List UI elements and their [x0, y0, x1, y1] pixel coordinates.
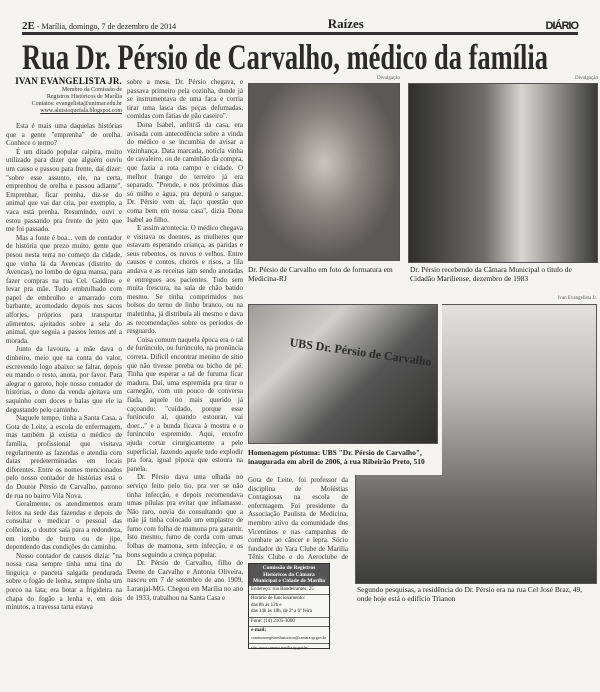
header-rule	[22, 32, 578, 35]
paragraph: Dr. Pérsio dava uma olhada no serviço feito pelo tio, pra ver se não tinha infecção, e depois recomendava umas pílulas pra evitar que inflamasse. Não raro, ouvia do consultando que a mãe já tinha colocado um emplastro de fumo com folha de mamona pra garantir. Isto mesmo, fumo de corda com umas folhas de mamona, sem infecção, e os bons seguindo a crença popular.	[127, 473, 243, 559]
paragraph: Dona Isabel, anfitriã da casa, era avisada com antecedência sobre a vinda do médico e se incumbia de avisar a vizinhança. Data marcada, notícia vinha de cavaleiro, ou de caminhão da compra, que fazia a rota campo e cidade. O melhor frango do terreiro já era separado. "Prende, e nos próximos dias só milho e água, pra depurá o sangue, Dr. Pérsio vem aí, faço questão que coma bem em nossa casa", dizia Dona Isabel ao filho.	[127, 120, 243, 224]
paragraph: sobre a mesa. Dr. Pérsio chegava, e passava primeiro pela cozinha, donde já se instrumentava de uma faca e corria tirar uma lasca das peças defumadas, comidas com fatias de pão caseiro".	[127, 78, 243, 121]
dateline: - Marília, domingo, 7 de dezembro de 2014	[36, 22, 177, 31]
paragraph: Junto da lavoura, a mãe dava o dinheiro, meio que na conta do valor, escrevendo logo abaixo: se faltar, depois eu mando o resto, anota, por favor. Para alegrar o garoto, hoje nosso contador de histórias, o dono da venda ajeitava um saquinho com doces e balas que ele ia degustando pelo caminho.	[6, 345, 122, 414]
paragraph: Nosso contador de causos dizia: "na nossa casa sempre tinha uma tina de linguiça e panceta salgada pendurada sobre o fogão de lenha, sempre tinha um porco na lata; era botar a frigideira na chapa do fogão a lenha e, em dois minutos, a travessa tarta estava	[6, 551, 122, 612]
paragraph: É um ditado popular caipira, muito utilizado para dizer que alguém ouviu um causo e passou para frente, daí dizer: "sobre esse assunto, ele, na certa, emprenhou de orelha e passou adiante". Emprenhar, ficar prenha, diz-se do animal que vai dar cria, por exemplo, a vaca está prenha. Resumindo, ouvi e estou passando pra frente do jeito que me foi passado.	[6, 147, 122, 234]
photo-caption: Homenagem póstuma: UBS "Dr. Pérsio de Carvalho", inaugurada em abril de 2006, à rua Ribeirão Preto, 510	[248, 448, 425, 466]
paragraph: Naquele tempo, tinha a Santa Casa, a Gota de Leite, a escola de enfermagem, mas também já existia o médico de família, profissional que visitava regularmente as fazendas e atendia com datas predeterminadas em locais diferentes. Entre os nomes mencionados pelo nosso contador de histórias está o do Doutor Pérsio de Carvalho, patrono de rua no bairro Vila Nova.	[6, 414, 122, 500]
paragraph: Gota de Leite, foi professor da disciplina de Moléstias Contagiosas na escola de enfermagem. Foi presidente da Associação Paulista de Medicina, membro ativo da comunidade dos Vicentinos e nas campanhas de combate ao câncer e lepra. Sócio fundador do Yara Clube de Marília Tênis Clube e do Aeroclube de	[248, 476, 348, 560]
photo-caption: Dr. Pérsio recebendo da Câmara Municipal o título de Cidadão Mariliense, dezembro de 1983	[410, 265, 572, 283]
column-1	[6, 76, 122, 690]
photo-credit: Divulgação	[574, 76, 598, 81]
section-name: Raízes	[327, 16, 364, 31]
page-header	[22, 18, 578, 32]
info-site[interactable]: site: www.camara.marilia.sp.gov.br	[251, 645, 308, 650]
byline	[6, 76, 122, 115]
award-ceremony-photo	[408, 83, 598, 263]
headline: Rua Dr. Pérsio de Carvalho, médico da família	[22, 37, 548, 77]
info-box-title: Comissão de Registros Históricos da Câmara Municipal e Cidade de Marília	[249, 564, 329, 586]
info-hours: das 8h às 12h e	[251, 602, 282, 608]
author: IVAN EVANGELISTA JR.	[15, 76, 122, 86]
paragraph: E assim acontecia. O médico chegava e visitava os doentes, as mulheres que estavam esperando criança, as paridas e seus rebentos, os novos e velhos. Entre causos e contos, choros e risos, a fila andava e as receitas iam sendo anotadas e entregues aos pacientes. Tudo sem muita frescura, na sala de chão batido mesmo. Se tinha comprimidos nos bolsos do terno de linho branco, ou na maletinha, já distribuía ali mesmo e dava as recomendações sobre os períodos de resguardo.	[127, 224, 243, 336]
column-2	[127, 78, 243, 690]
photo-credit: Ivan Evangelista Jr.	[557, 296, 597, 301]
author-role: Membro da Comissão de	[61, 87, 122, 93]
newspaper-logo: DIÁRIO	[545, 20, 578, 32]
health-unit-photo	[248, 304, 438, 444]
paragraph: Geralmente, os atendimentos eram feitos na sede das fazendas e depois de consultar e medicar o pessoal das colônias, o doutor saía para a redondeza, em lombo de burro ou de jipe, dependendo das condições do caminho.	[6, 500, 122, 552]
author-site: www.aluisioquefala.blogspot.com	[40, 108, 122, 114]
paragraph: Dr. Pérsio de Carvalho, filho de Deene de Carvalho e Antonia Oliveira, nasceu em 7 de setembro de ano 1909, Laranjal-MG. Chegou em Marília no ano de 1933, trabalhou na Santa Casa e	[127, 559, 243, 602]
building-sign: UBS Dr. Pérsio de Carvalho	[288, 335, 433, 369]
photo-caption: Dr. Pérsio de Carvalho em foto de formatura em Medicina-RJ	[248, 265, 393, 283]
column-3	[248, 476, 348, 560]
info-address: Endereço: rua Bandeirantes, 25	[249, 586, 329, 596]
page-number: 2E	[22, 20, 35, 32]
info-box	[248, 563, 330, 649]
info-hours-label: Horário de funcionamento:	[251, 596, 306, 601]
info-hours: das 14h às 18h, de 2ª a 6ª feira	[251, 609, 312, 614]
info-email-label: e-mail:	[251, 628, 266, 633]
info-phone: Fone: (14) 2105-3000	[249, 618, 329, 628]
photo-caption: Segundo pesquisas, a residência do Dr. Pérsio era na rua Cel José Braz, 49, onde hoje está o edifício Trianon	[357, 585, 583, 603]
paragraph: Mas a fonte é boa... vem de contador de história que prezo muito, gente que pesou nesta terra no começo da cidade, que vinha lá da Avencas (distrito de Avencas), no lombo de égua mansa, para fazer compras na rua Cel. Galdino e levar pra mãe. Tudo embrulhado com papel de embrulho e amarrado com barbante, acomodado depois nos sacos alforjes, próprios para transportar alimentos, ajeitados sobre a sela do animal, que seguia a passos lentos até a morada.	[6, 233, 122, 345]
author-role: Registros Históricos de Marília	[46, 94, 122, 100]
graduation-portrait-photo	[248, 83, 400, 261]
paragraph: Coisa comum naquela época era o tal de furúnculo, ou furúnculo, na pronúncia correta. Difícil encontrar menino de sítio que não tivesse pereba ou bicho de pé. Tinha que esperar a tal de furuma ficar madura. Daí, uma espremida pra tirar o carnegão, com um pouco de conversa fiada, aquele tio mais querido já caçoando: "cuidado, porque esse furúnculo aí, quando estourar, vai doer..." e a bunda ficava à mostra e o furúnculo espremido. Aqui, enxofre ajuda cortar cirurgicamente a pele superficial, fazendo aquele tudo explodir pra fora, igual pipoca que estoura na panela.	[127, 335, 243, 473]
paragraph: Esta é mais uma daquelas histórias que a gente "emprenha" de orelha. Conhece o termo?	[6, 122, 122, 148]
info-email[interactable]: comissaoregistroshistoricos@camara.sp.gov.br	[251, 634, 327, 640]
photo-credit: Divulgação	[376, 76, 400, 81]
author-contact: Contatos: evangelista@unimar.edu.br	[31, 101, 122, 107]
